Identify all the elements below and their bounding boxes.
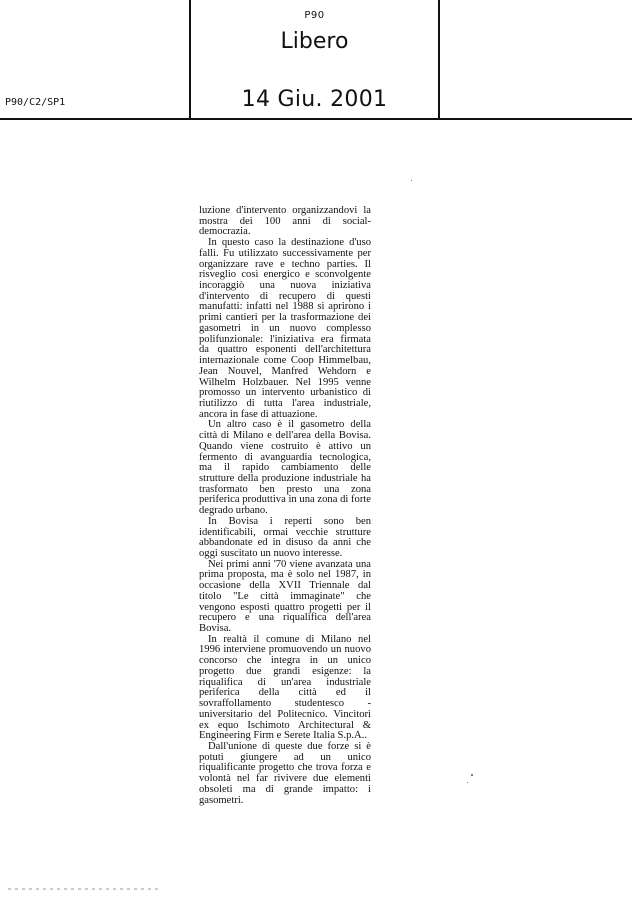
article-column — [199, 206, 371, 806]
article-paragraph: Nei primi anni '70 viene avanzata una prima proposta, ma è solo nel 1987, in occasione della XVII Triennale dal titolo "Le città immaginate" che vengono esposti quattro progetti per il recupero e una riqualifica dell'area Bovisa. — [199, 558, 371, 635]
article-paragraph: Dall'unione di queste due forze si è potuti giungere ad un unico riqualificante progetto che trova forza e volontà nel far rivivere due elementi obsoleti ma di grande impatto: i gasometri. — [199, 740, 371, 806]
scan-speck — [411, 180, 412, 181]
scan-speck — [471, 774, 473, 776]
scan-speck — [467, 782, 468, 783]
header-bottom-rule — [0, 118, 632, 120]
article-paragraph: In realtà il comune di Milano nel 1996 interviene promuovendo un nuovo concorso che integra in un unico progetto due grandi esigenze: la riqualifica di un'area industriale periferica della città ed il sovraffollamento studentesco - universitario del Politecnico. Vincitori ex equo Ischimoto Architectural & Engineering Firm e Serete Italia S.p.A.. — [199, 633, 371, 742]
article-paragraph: In questo caso la destinazione d'uso fallì. Fu utilizzato successivamente per organizzare rave e techno parties. Il risveglio così energico e sconvolgente incoraggiò una nuova iniziativa d'intervento di recupero di questi manufatti: infatti nel 1988 si aprirono i primi cantieri per la trasformazione dei gasometri in un nuovo complesso polifunzionale: l'iniziativa era firmata da quattro esponenti dell'architettura internazionale come Coop Himmelbau, Jean Nouvel, Manfred Wehdorn e Wilhelm Holzbauer. Nel 1995 venne promosso un intervento urbanistico di riutilizzo di tutta l'area industriale, ancora in fase di attuazione. — [199, 237, 371, 420]
article-paragraph: In Bovisa i reperti sono ben identificabili, ormai vecchie strutture abbandonate ed in disuso da anni che oggi suscitato un nuovo interesse. — [199, 515, 371, 559]
publication-date: 14 Giu. 2001 — [241, 87, 388, 112]
article-paragraph: luzione d'intervento organizzandovi la mostra dei 100 anni di social-democrazia. — [199, 205, 371, 238]
page-section-code: P90/C2/SP1 — [5, 97, 66, 108]
article-paragraph: Un altro caso è il gasometro della città di Milano e dell'area della Bovisa. Quando viene costruito è attivo un fermento di avanguardia tecnologica, ma il rapido cambiamento delle strutture della produzione industriale ha trasformato ben presto una zona periferica produttiva in una zona di forte degrado urbano. — [199, 419, 371, 517]
page-code-top: P90 — [304, 10, 325, 21]
scan-noise — [8, 888, 158, 890]
newspaper-name: Libero — [280, 29, 349, 54]
